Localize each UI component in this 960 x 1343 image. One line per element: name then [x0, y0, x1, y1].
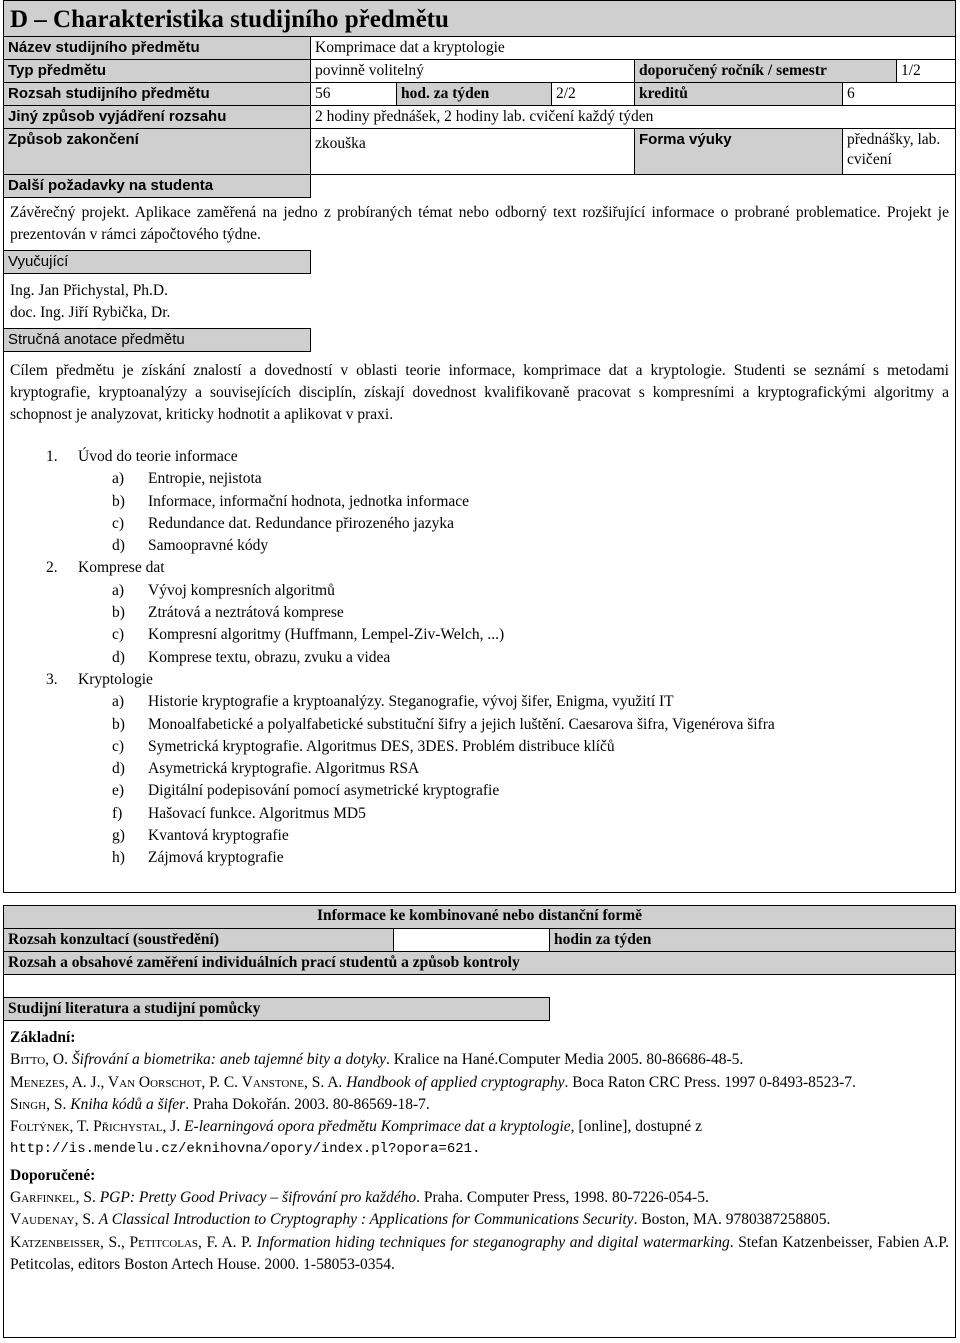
- reference-title: E-learningová opora předmětu Komprimace dat a kryptologie,: [184, 1118, 575, 1136]
- literature-box: [4, 1021, 955, 1280]
- subtopic-text: Asymetrická kryptografie. Algoritmus RSA: [148, 760, 420, 778]
- page-title: D – Charakteristika studijního předmětu: [4, 1, 955, 37]
- row-consult: [4, 929, 955, 952]
- reference-title: Kniha kódů a šifer: [70, 1095, 186, 1113]
- reference-author: Vaudenay, S.: [10, 1211, 99, 1229]
- subtopic-key: c): [112, 626, 125, 644]
- topic-number: 1.: [46, 448, 58, 465]
- subtopic-text: Digitální podepisování pomocí asymetrické kryptografie: [148, 782, 500, 800]
- reference-details: . Boca Raton CRC Press. 1997 0-8493-8523-7.: [564, 1073, 856, 1091]
- subtopic-text: Monoalfabetické a polyalfabetické substituční šifry a jejich luštění. Caesarova šifra, Vigenérova šifra: [148, 715, 775, 733]
- subtopic-item: [112, 513, 949, 535]
- reference-title: PGP: Pretty Good Privacy – šifrování pro každého: [99, 1189, 417, 1207]
- reference-details: . Praha. Computer Press, 1998. 80-7226-054-5.: [416, 1189, 709, 1207]
- subtopic-text: Kompresní algoritmy (Huffmann, Lempel-Ziv-Welch, ...): [148, 626, 505, 644]
- distance-section: [3, 905, 956, 1338]
- reference-author: Garfinkel, S.: [10, 1189, 100, 1207]
- topic-item: [46, 669, 949, 691]
- topic-title: Komprese dat: [78, 559, 165, 577]
- course-sheet: [3, 0, 956, 893]
- row-scope: [4, 83, 955, 106]
- teachers-label: Vyučující: [4, 250, 311, 274]
- subtopic-item: [112, 580, 949, 602]
- row-requirements: [4, 175, 955, 198]
- reference-title: Handbook of applied cryptography: [346, 1073, 565, 1091]
- subtopic-text: Redundance dat. Redundance přirozeného jazyka: [148, 514, 454, 532]
- subtopic-text: Symetrická kryptografie. Algoritmus DES, 3DES. Problém distribuce klíčů: [148, 737, 615, 755]
- completion-label: Způsob zakončení: [4, 129, 311, 174]
- subtopic-text: Komprese textu, obrazu, zvuku a videa: [148, 648, 391, 666]
- name-label: Název studijního předmětu: [4, 37, 311, 59]
- consult-label: Rozsah konzultací (soustředění): [4, 929, 394, 951]
- reference-title: Šifrování a biometrika: aneb tajemné bity a dotyky: [71, 1051, 386, 1069]
- topic-list: [10, 446, 949, 870]
- reference-item: [10, 1072, 949, 1094]
- basic-label: Základní:: [10, 1029, 76, 1046]
- topic-item: [46, 557, 949, 579]
- subtopic-text: Zájmová kryptografie: [148, 849, 284, 867]
- subtopic-key: d): [112, 648, 125, 666]
- topic-item: [46, 446, 949, 468]
- reference-details: . Kralice na Hané.Computer Media 2005. 80-86686-48-5.: [385, 1051, 744, 1069]
- distance-header: Informace ke kombinované nebo distanční formě: [316, 907, 643, 924]
- subtopic-text: Informace, informační hodnota, jednotka informace: [148, 492, 470, 510]
- row-other: [4, 106, 955, 129]
- other-label: Jiný způsob vyjádření rozsahu: [4, 106, 311, 128]
- reference-title: Information hiding techniques for steganography and digital watermarking: [256, 1233, 730, 1251]
- credits-label: kreditů: [635, 83, 843, 105]
- subtopic-key: a): [112, 581, 125, 599]
- reference-details: . Praha Dokořán. 2003. 80-86569-18-7.: [185, 1095, 430, 1113]
- subtopic-item: [112, 535, 949, 557]
- subtopic-item: [112, 691, 949, 713]
- requirements-text: Závěrečný projekt. Aplikace zaměřená na jedno z probíraných témat nebo odborný text rozšiřující informace o probrané problematice. Projekt je prezentován v rámci zápočtového týdne.: [10, 204, 949, 243]
- subtopic-item: [112, 803, 949, 825]
- recommended-references: [10, 1187, 949, 1276]
- literature-label: Studijní literatura a studijní pomůcky: [4, 997, 550, 1021]
- reference-details: [online], dostupné z: [574, 1118, 702, 1136]
- subtopic-item: [112, 714, 949, 736]
- basic-references: [10, 1049, 949, 1160]
- subtopic-key: f): [112, 804, 123, 822]
- name-value: Komprimace dat a kryptologie: [311, 37, 955, 59]
- reference-url[interactable]: http://is.mendelu.cz/eknihovna/opory/index.pl?opora=621.: [10, 1141, 481, 1158]
- subtopic-text: Ztrátová a neztrátová komprese: [148, 604, 344, 622]
- reference-author: Singh, S.: [10, 1095, 71, 1113]
- row-name: [4, 37, 955, 60]
- reference-author: Menezes, A. J., Van Oorschot, P. C. Vanstone, S. A.: [10, 1073, 347, 1091]
- subtopic-item: [112, 491, 949, 513]
- topic-title: Kryptologie: [78, 670, 153, 688]
- subtopic-key: e): [112, 782, 125, 800]
- subtopic-key: h): [112, 849, 125, 867]
- subtopic-item: [112, 758, 949, 780]
- teacher-item: Ing. Jan Přichystal, Ph.D.: [10, 282, 169, 299]
- topic-title: Úvod do teorie informace: [78, 448, 238, 465]
- credits-value: 6: [843, 83, 955, 105]
- topic-number: 3.: [46, 670, 58, 688]
- subtopic-item: [112, 468, 949, 490]
- hours-label: hodin za týden: [550, 929, 955, 951]
- subtopic-text: Hašovací funkce. Algoritmus MD5: [148, 804, 366, 822]
- subtopic-key: a): [112, 693, 125, 711]
- completion-value: zkouška: [311, 129, 635, 174]
- requirements-label: Další požadavky na studenta: [4, 175, 311, 198]
- subtopic-text: Historie kryptografie a kryptoanalýzy. Steganografie, vývoj šifer, Enigma, využití IT: [148, 693, 674, 711]
- subtopic-key: c): [112, 514, 125, 532]
- subtopic-key: d): [112, 760, 125, 778]
- reference-item: [10, 1049, 949, 1071]
- reference-author: Bitto, O.: [10, 1051, 72, 1069]
- reference-item: [10, 1116, 949, 1161]
- annotation-box: [4, 352, 955, 892]
- reference-author: Katzenbeisser, S., Petitcolas, F. A. P.: [10, 1233, 257, 1251]
- subtopic-key: b): [112, 492, 125, 510]
- row-individual: [4, 952, 955, 975]
- week-label: hod. za týden: [397, 83, 552, 105]
- individual-label: Rozsah a obsahové zaměření individuálních prací studentů a způsob kontroly: [4, 952, 955, 974]
- subtopic-key: c): [112, 737, 125, 755]
- type-value: povinně volitelný: [311, 60, 635, 82]
- subtopic-item: [112, 825, 949, 847]
- year-label: doporučený ročník / semestr: [635, 60, 897, 82]
- reference-details: . Boston, MA. 9780387258805.: [633, 1211, 831, 1229]
- other-value: 2 hodiny přednášek, 2 hodiny lab. cvičení každý týden: [311, 106, 955, 128]
- scope-label: Rozsah studijního předmětu: [4, 83, 311, 105]
- reference-item: [10, 1232, 949, 1277]
- form-label: Forma výuky: [635, 129, 843, 174]
- row-completion: [4, 129, 955, 175]
- subtopic-text: Vývoj kompresních algoritmů: [148, 581, 335, 599]
- subtopic-item: [112, 602, 949, 624]
- teachers-box: [4, 274, 955, 328]
- subtopic-key: b): [112, 715, 125, 733]
- row-type: [4, 60, 955, 83]
- teacher-item: doc. Ing. Jiří Rybička, Dr.: [10, 304, 171, 321]
- annotation-text: Cílem předmětu je získání znalostí a dovedností v oblasti teorie informace, komprimace dat a kryptologie. Studenti se seznámí s metodami kryptografie, kryptoanalýzy a souvisejících disciplín, získají dovednost kvalifikovaně pracovat s kompresními a kryptografickými algoritmy a schopnost je analyzovat, kriticky hodnotit a aplikovat v praxi.: [10, 362, 949, 423]
- reference-author: Foltýnek, T. Přichystal, J.: [10, 1118, 185, 1136]
- subtopic-item: [112, 624, 949, 646]
- consult-value: [394, 929, 550, 951]
- subtopic-key: a): [112, 470, 125, 488]
- subtopic-item: [112, 780, 949, 802]
- annotation-label: Stručná anotace předmětu: [4, 328, 311, 352]
- subtopic-text: Samoopravné kódy: [148, 537, 269, 555]
- recommended-label: Doporučené:: [10, 1166, 96, 1184]
- reference-item: [10, 1209, 949, 1231]
- subtopic-text: Entropie, nejistota: [148, 470, 262, 488]
- subtopic-key: d): [112, 537, 125, 555]
- subtopic-key: g): [112, 827, 125, 845]
- subtopic-key: b): [112, 604, 125, 622]
- subtopic-item: [112, 647, 949, 669]
- distance-header-row: [4, 906, 955, 929]
- reference-item: [10, 1187, 949, 1209]
- subtopic-item: [112, 736, 949, 758]
- subtopic-item: [112, 847, 949, 869]
- form-value: přednášky, lab. cvičení: [843, 129, 955, 174]
- subtopic-text: Kvantová kryptografie: [148, 827, 289, 845]
- reference-item: [10, 1094, 949, 1116]
- scope-value: 56: [311, 83, 397, 105]
- year-value: 1/2: [897, 60, 955, 82]
- requirements-box: [4, 198, 955, 250]
- type-label: Typ předmětu: [4, 60, 311, 82]
- topic-number: 2.: [46, 559, 58, 577]
- week-value: 2/2: [552, 83, 635, 105]
- reference-details: . Stefan Katzenbeisser, Fabien A.P. Petitcolas, editors Boston Artech House. 2000. 1-58053-0354.: [10, 1233, 949, 1273]
- reference-title: A Classical Introduction to Cryptography : Applications for Communications Security: [98, 1211, 634, 1229]
